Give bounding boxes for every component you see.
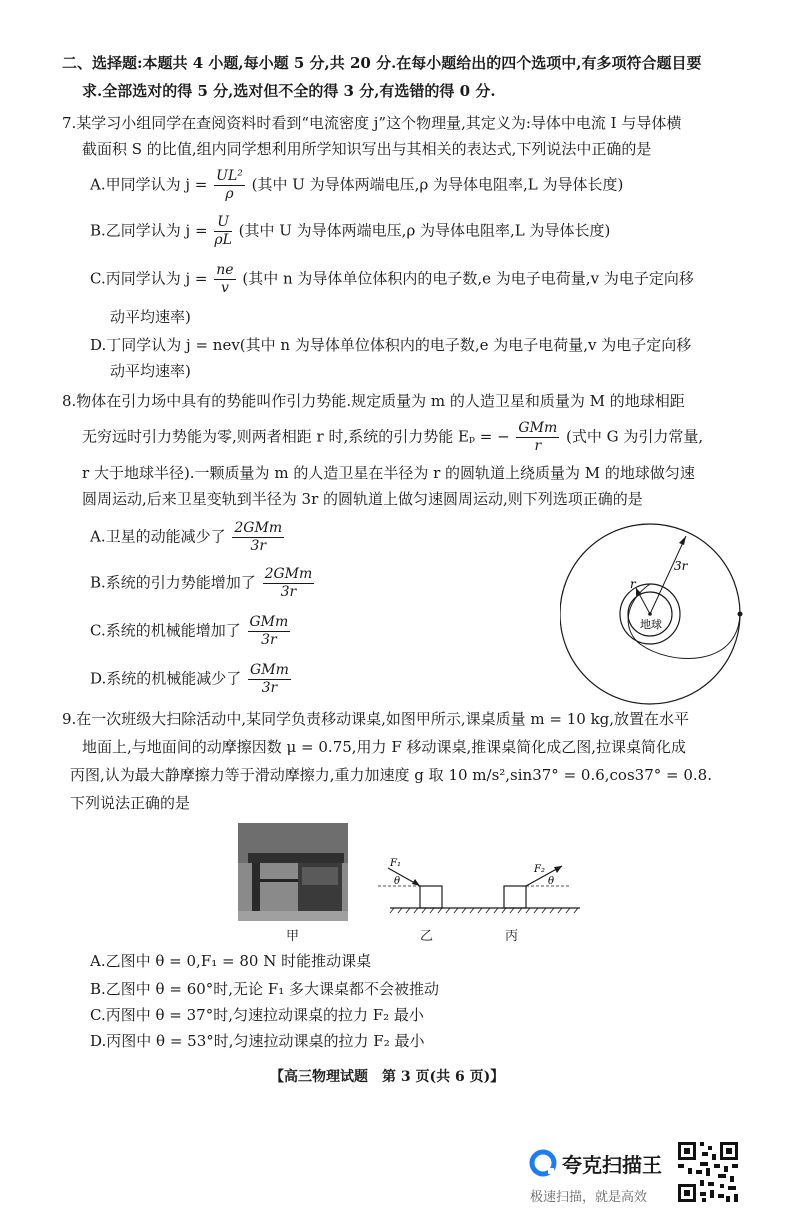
q7-stem-line1: 7.某学习小组同学在查阅资料时看到“电流密度 j”这个物理量,其定义为:导体中电流 I 与导体横 (62, 114, 682, 132)
q8-ep-den: r (534, 438, 542, 454)
q7-c-fraction (214, 262, 235, 297)
q8-stem-line3: r 大于地球半径).一颗质量为 m 的人造卫星在半径为 r 的圆轨道上绕质量为 M 的地球做匀速 (82, 464, 695, 482)
q8-d-fraction (248, 662, 291, 697)
q9-stem-line2: 地面上,与地面间的动摩擦因数 μ = 0.75,用力 F 移动课桌,推课桌简化成乙图,拉课桌简化成 (82, 738, 687, 756)
q8-option-d (90, 662, 293, 697)
block-yi (420, 886, 442, 908)
label-theta-yi: θ (394, 876, 401, 887)
q7-a-num: UL² (216, 168, 243, 184)
q7-option-c (90, 262, 694, 297)
q8-b-den: 3r (280, 584, 297, 600)
q9-option-b: B.乙图中 θ = 60°时,无论 F₁ 多大课桌都不会被推动 (90, 980, 440, 998)
label-r: r (630, 577, 636, 591)
q8-option-b (90, 566, 316, 601)
scanner-brand: 夸克扫描王 (562, 1152, 662, 1177)
label-bing: 丙 (505, 929, 519, 944)
q7-b-suffix: (其中 U 为导体两端电压,ρ 为导体电阻率,L 为导体长度) (238, 221, 611, 240)
force-diagrams (370, 848, 590, 918)
q8-stem-line4: 圆周运动,后来卫星变轨到半径为 3r 的圆轨道上做匀速圆周运动,则下列选项正确的是 (82, 490, 643, 508)
q9-stem-line3: 丙图,认为最大静摩擦力等于滑动摩擦力,重力加速度 g 取 10 m/s²,sin37° = 0.6,cos37° = 0.8. (70, 766, 712, 784)
q8-option-a (90, 520, 286, 555)
q7-c-den: v (220, 280, 229, 296)
q8-d-prefix: D.系统的机械能减少了 (90, 669, 242, 688)
scanner-logo-icon (528, 1148, 558, 1178)
q7-a-suffix: (其中 U 为导体两端电压,ρ 为导体电阻率,L 为导体长度) (251, 175, 624, 194)
radius-3r-arrowhead (679, 536, 686, 545)
q7-option-b (90, 214, 610, 249)
label-theta-bing: θ (548, 876, 555, 887)
q8-stem-line2 (82, 420, 703, 455)
q7-stem-line2: 截面积 S 的比值,组内同学想利用所学知识写出与其相关的表达式,下列说法中正确的是 (82, 140, 652, 158)
q8-ep-fraction (516, 420, 559, 455)
q8-c-fraction (248, 614, 291, 649)
q8-b-num: 2GMm (264, 566, 313, 582)
q8-stem-line1: 8.物体在引力场中具有的势能叫作引力势能.规定质量为 m 的人造卫星和质量为 M 的地球相距 (62, 392, 685, 410)
q8-line2-suffix: (式中 G 为引力常量, (566, 427, 704, 446)
photo-floor (238, 911, 348, 921)
section-header-line2: 求.全部选对的得 5 分,选对但不全的得 3 分,有选错的得 0 分. (82, 82, 496, 100)
desk-bar (260, 879, 298, 882)
q9-stem-line4: 下列说法正确的是 (70, 794, 191, 812)
q8-a-fraction (232, 520, 284, 555)
label-jia: 甲 (286, 929, 300, 944)
q7-option-a (90, 168, 623, 203)
q8-a-num: 2GMm (234, 520, 283, 536)
desk-drawer (302, 867, 338, 885)
block-bing (504, 886, 526, 908)
q7-option-d: D.丁同学认为 j = nev(其中 n 为导体单位体积内的电子数,e 为电子电荷量,v 为电子定向移 (90, 336, 692, 354)
q9-option-c: C.丙图中 θ = 37°时,匀速拉动课桌的拉力 F₂ 最小 (90, 1006, 424, 1024)
earth-center (648, 612, 652, 616)
label-f1: F₁ (390, 858, 401, 869)
q9-option-a: A.乙图中 θ = 0,F₁ = 80 N 时能推动课桌 (90, 952, 372, 970)
q8-d-num: GMm (250, 662, 289, 678)
q7-b-prefix: B.乙同学认为 j = (90, 221, 208, 240)
q9-option-d: D.丙图中 θ = 53°时,匀速拉动课桌的拉力 F₂ 最小 (90, 1032, 425, 1050)
q8-line2-prefix: 无穷远时引力势能为零,则两者相距 r 时,系统的引力势能 Eₚ = − (82, 427, 510, 446)
q8-a-prefix: A.卫星的动能减少了 (90, 527, 226, 546)
q7-c-suffix: (其中 n 为导体单位体积内的电子数,e 为电子电荷量,v 为电子定向移 (242, 269, 694, 288)
q8-c-num: GMm (249, 614, 289, 630)
q8-c-prefix: C.系统的机械能增加了 (90, 621, 241, 640)
q7-a-fraction (214, 168, 245, 203)
qr-code (676, 1140, 740, 1204)
q7-option-d-cont: 动平均速率) (110, 362, 191, 380)
section-header-line1: 二、选择题:本题共 4 小题,每小题 5 分,共 20 分.在每小题给出的四个选项中,有多项符合题目要 (62, 54, 702, 72)
q7-option-c-cont: 动平均速率) (110, 308, 191, 326)
q7-c-num: ne (216, 262, 234, 278)
force-f1-arrowhead (412, 879, 420, 886)
q7-b-den: ρL (214, 232, 232, 248)
q8-ep-num: GMm (518, 420, 558, 436)
q9-stem-line1: 9.在一次班级大扫除活动中,某同学负责移动课桌,如图甲所示,课桌质量 m = 10 kg,放置在水平 (62, 710, 690, 728)
desk-top (248, 853, 344, 863)
q7-a-den: ρ (225, 186, 234, 202)
desk-left-leg (252, 863, 260, 917)
q8-a-den: 3r (250, 538, 267, 554)
satellite-dot (738, 612, 743, 617)
q7-c-prefix: C.丙同学认为 j = (90, 269, 208, 288)
q8-b-fraction (263, 566, 315, 601)
desk-photo (238, 823, 348, 921)
q8-d-den: 3r (261, 680, 278, 696)
q7-a-prefix: A.甲同学认为 j = (90, 175, 208, 194)
page-footer: 【高三物理试题 第 3 页(共 6 页)】 (270, 1069, 505, 1085)
orbit-figure (560, 518, 750, 718)
q8-option-c (90, 614, 292, 649)
scanner-slogan: 极速扫描，就是高效 (530, 1190, 648, 1205)
scanner-logo (528, 1148, 662, 1178)
q8-c-den: 3r (261, 632, 277, 648)
q8-b-prefix: B.系统的引力势能增加了 (90, 573, 256, 592)
label-3r: 3r (674, 559, 688, 573)
q7-b-fraction (214, 214, 232, 249)
label-yi: 乙 (420, 929, 434, 944)
q7-b-num: U (214, 214, 232, 232)
label-f2: F₂ (534, 864, 545, 875)
ground-hatch (390, 908, 578, 913)
label-earth: 地球 (640, 618, 662, 631)
